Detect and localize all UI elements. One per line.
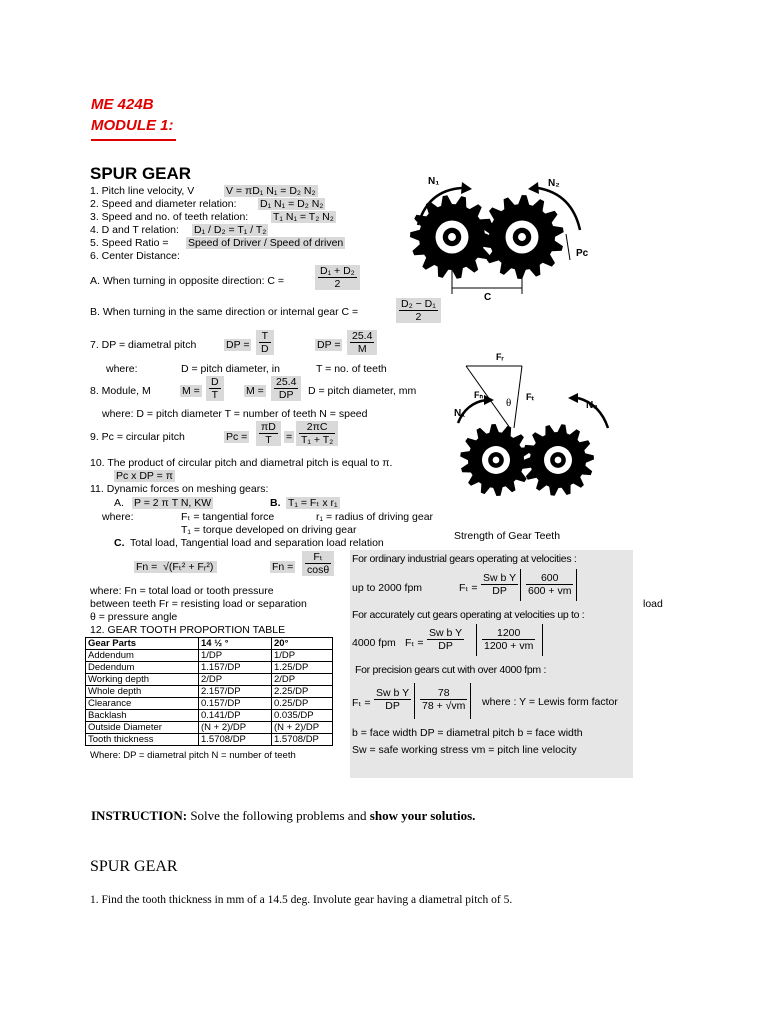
s3-num: Sw b Y [376, 687, 410, 699]
item-9-pc: Pc = [226, 431, 248, 443]
table-cell: 2.157/DP [199, 686, 272, 698]
table-cell: Addendum [86, 650, 199, 662]
strength-s1: For ordinary industrial gears operating at velocities : [352, 553, 577, 565]
table-row [86, 662, 333, 674]
item-7-where-d: D = pitch diameter, in [181, 363, 280, 375]
strength-s1-bracket-frac [523, 572, 576, 597]
ft-line [514, 366, 522, 428]
item-11-where: where: [102, 511, 134, 523]
table-row [86, 650, 333, 662]
diagram2-fn: Fₙ [474, 390, 484, 400]
table-row [86, 674, 333, 686]
fn-2-fraction [302, 551, 334, 576]
table-cell: 2/DP [199, 674, 272, 686]
item-1-label: 1. Pitch line velocity, V [90, 185, 195, 197]
item-b-numerator: D₂ − D₁ [401, 298, 436, 310]
s2-bden: 1200 + vm [484, 640, 534, 652]
item-b-denominator: 2 [415, 311, 422, 323]
item-9-den1: T [265, 434, 272, 446]
table-header-cell: Gear Parts [86, 638, 199, 650]
table-cell: Outside Diameter [86, 722, 199, 734]
strength-s3-frac [371, 687, 414, 712]
s1-bnum: 600 [526, 572, 573, 585]
table-cell: 1/DP [199, 650, 272, 662]
s2-num: Sw b Y [429, 627, 463, 639]
problem-1: 1. Find the tooth thickness in mm of a 14.5 deg. Involute gear having a diametral pitch of 5. [90, 894, 513, 906]
item-4-formula: D₁ / D₂ = T₁ / T₂ [194, 224, 267, 236]
table-cell: 0.035/DP [272, 710, 333, 722]
table-cell: 1/DP [272, 650, 333, 662]
item-8-m2: M = [246, 385, 264, 397]
item-11-ft: Fₜ = tangential force [181, 511, 275, 523]
item-11-r1: r₁ = radius of driving gear [316, 511, 434, 523]
strength-s5: Sw = safe working stress vm = pitch line velocity [352, 744, 577, 756]
diagram2-n1: N₁ [454, 408, 466, 419]
item-7-where: where: [106, 363, 138, 375]
section-title: SPUR GEAR [90, 164, 192, 183]
table-row [86, 710, 333, 722]
item-8-where: where: D = pitch diameter T = number of teeth N = speed [102, 408, 368, 420]
item-3-label: 3. Speed and no. of teeth relation: [90, 211, 249, 223]
gear-bore [518, 233, 526, 241]
table-header-row [86, 638, 333, 650]
item-a-fraction [315, 265, 360, 290]
item-7-fraction-1 [256, 330, 274, 355]
diagram2-ft: Fₜ [526, 392, 535, 402]
item-12: 12. GEAR TOOTH PROPORTION TABLE [90, 624, 286, 636]
fn-2-num: Fₜ [305, 551, 331, 564]
gear-bore [493, 457, 500, 464]
item-9-den2: T₁ + T₂ [301, 434, 334, 446]
s3-bnum: 78 [420, 687, 467, 700]
item-8-den2: DP [278, 389, 294, 401]
item-9-label: 9. Pc = circular pitch [90, 431, 185, 443]
strength-s3: For precision gears cut with over 4000 fpm : [355, 664, 547, 676]
item-7-label: 7. DP = diametral pitch [90, 339, 197, 351]
table-cell: 1.5708/DP [199, 734, 272, 746]
table-cell: 1.25/DP [272, 662, 333, 674]
item-11-b-label: B. [270, 497, 281, 509]
fn-1-lhs: Fn = [136, 561, 158, 573]
strength-s3-bracket-frac [417, 687, 470, 712]
strength-s2-speed: 4000 fpm [352, 637, 396, 649]
item-10: 10. The product of circular pitch and diametral pitch is equal to π. [90, 457, 393, 469]
item-8-m1: M = [182, 385, 200, 397]
gear-2 [480, 195, 563, 279]
diagram1-pc: Pc [576, 248, 589, 259]
item-9-num1: πD [261, 421, 276, 433]
gear-force-diagram [448, 348, 618, 498]
instruction [91, 808, 475, 824]
item-11-c-label: C. [114, 537, 125, 549]
table-cell: 0.157/DP [199, 698, 272, 710]
s2-den: DP [438, 640, 453, 652]
s1-den: DP [492, 585, 507, 597]
fn-1-root: √(Fₜ² + Fᵣ²) [163, 561, 214, 573]
item-8-fraction-1 [206, 376, 224, 401]
item-10-formula: Pc x DP = π [116, 470, 173, 482]
item-8-num2: 25.4 [276, 376, 297, 388]
fn-where-3: θ = pressure angle [90, 611, 178, 623]
module-title: MODULE 1: [91, 117, 174, 134]
item-11-c: Total load, Tangential load and separation load relation [130, 537, 384, 549]
diagram1-n1: N₁ [428, 176, 440, 187]
s3-bden: 78 + √vm [422, 700, 466, 712]
strength-s2: For accurately cut gears operating at velocities up to : [352, 609, 585, 621]
item-2-formula: D₁ N₁ = D₂ N₂ [260, 198, 324, 210]
table-cell: 1.157/DP [199, 662, 272, 674]
item-7-den2: M [357, 343, 367, 355]
table-cell: 2/DP [272, 674, 333, 686]
table-footer: Where: DP = diametral pitch N = number of teeth [90, 750, 296, 761]
item-b-label: B. When turning in the same direction or internal gear C = [90, 306, 359, 318]
pitch-indicator [566, 234, 570, 260]
item-7-num2: 25.4 [352, 330, 373, 342]
item-3-formula: T₁ N₁ = T₂ N₂ [273, 211, 334, 223]
item-9-fraction-1 [256, 421, 281, 446]
strength-s1-speed: up to 2000 fpm [352, 582, 423, 594]
s1-num: Sw b Y [483, 572, 517, 584]
item-9-fraction-2 [296, 421, 338, 446]
table-cell: (N + 2)/DP [272, 722, 333, 734]
table-cell: (N + 2)/DP [199, 722, 272, 734]
item-a-denominator: 2 [334, 278, 341, 290]
strength-load: load [643, 598, 663, 610]
s2-bnum: 1200 [482, 627, 535, 640]
item-11-a-label: A. [114, 497, 124, 509]
strength-s3-ft: Fₜ = [352, 697, 371, 709]
fn-formula-1 [134, 561, 217, 573]
instruction-label: INSTRUCTION: [91, 808, 188, 823]
diagram2-n2: N₂ [586, 400, 598, 411]
section-2-title: SPUR GEAR [90, 858, 178, 875]
table-row [86, 734, 333, 746]
strength-s1-frac [478, 572, 521, 597]
diagram2-theta: θ [506, 397, 512, 409]
strength-s2-frac [424, 627, 467, 652]
gear-diagram-center-distance [400, 170, 600, 305]
strength-s2-bracket-frac [479, 627, 538, 652]
module-underline [91, 139, 176, 141]
force-arrow-head-2 [568, 393, 578, 403]
fn-2-lhs: Fn = [272, 561, 294, 573]
item-1-formula: V = πD₁ N₁ = D₂ N₂ [226, 185, 316, 197]
table-cell: Clearance [86, 698, 199, 710]
strength-s2-ft: Fₜ = [405, 637, 424, 649]
table-cell: 2.25/DP [272, 686, 333, 698]
table-row [86, 698, 333, 710]
item-11-b: T₁ = Fₜ x r₁ [288, 497, 338, 509]
table-cell: Dedendum [86, 662, 199, 674]
fn-where-2: between teeth Fr = resisting load or separation [90, 598, 307, 610]
table-cell: Whole depth [86, 686, 199, 698]
item-2-label: 2. Speed and diameter relation: [90, 198, 237, 210]
strength-title: Strength of Gear Teeth [454, 530, 561, 542]
table-row [86, 686, 333, 698]
strength-s3-where: where : Y = Lewis form factor [482, 696, 618, 708]
item-8-label: 8. Module, M [90, 385, 151, 397]
gear-bore [448, 233, 456, 241]
table-cell: 0.25/DP [272, 698, 333, 710]
table-cell: Working depth [86, 674, 199, 686]
gear-bore [555, 457, 562, 464]
course-code: ME 424B [91, 96, 154, 113]
item-9-num2: 2πC [299, 421, 335, 434]
item-11: 11. Dynamic forces on meshing gears: [90, 483, 269, 495]
s1-bden: 600 + vm [528, 585, 572, 597]
diagram1-n2: N₂ [548, 178, 560, 189]
table-row [86, 722, 333, 734]
force-gear-1 [460, 424, 532, 496]
item-11-t1: T₁ = torque developed on driving gear [181, 524, 357, 536]
item-7-fraction-2 [347, 330, 377, 355]
item-9-eq: = [286, 431, 293, 443]
gear-tooth-table [85, 637, 333, 746]
arrow-head-1 [461, 182, 472, 194]
item-8-d: D = pitch diameter, mm [308, 385, 417, 397]
item-11-a: P = 2 π T N, KW [134, 497, 212, 509]
item-7-num: T [259, 330, 271, 343]
item-a-label: A. When turning in opposite direction: C = [90, 275, 285, 287]
item-7-where-t: T = no. of teeth [316, 363, 387, 375]
item-5-formula: Speed of Driver / Speed of driven [188, 237, 344, 249]
table-cell: 0.141/DP [199, 710, 272, 722]
strength-s4: b = face width DP = diametral pitch b = face width [352, 727, 583, 739]
item-4-label: 4. D and T relation: [90, 224, 179, 236]
item-6-label: 6. Center Distance: [90, 250, 180, 262]
fn-2-den: cosθ [307, 564, 330, 576]
instruction-text: Solve the following problems and [187, 808, 370, 823]
gear-1 [410, 195, 494, 278]
item-7-den: D [261, 343, 269, 355]
strength-s1-ft: Fₜ = [459, 582, 478, 594]
diagram2-fr: Fᵣ [496, 352, 504, 362]
item-5-label: 5. Speed Ratio = [90, 237, 169, 249]
item-7-dp: DP = [226, 339, 250, 351]
table-header-cell: 20° [272, 638, 333, 650]
table-header-cell: 14 ½ ° [199, 638, 272, 650]
diagram1-c: C [484, 292, 492, 303]
fn-where-1: where: Fn = total load or tooth pressure [90, 585, 274, 597]
arrow-head-2 [528, 182, 539, 194]
item-8-fraction-2 [271, 376, 301, 401]
item-a-numerator: D₁ + D₂ [320, 265, 355, 277]
item-7-dp2: DP = [317, 339, 341, 351]
item-8-den1: T [211, 389, 218, 401]
item-8-num1: D [211, 376, 219, 388]
s3-den: DP [385, 700, 400, 712]
table-cell: Tooth thickness [86, 734, 199, 746]
force-gear-2 [522, 424, 594, 496]
instruction-emphasis: show your solutios. [369, 808, 476, 823]
table-cell: Backlash [86, 710, 199, 722]
table-cell: 1.5708/DP [272, 734, 333, 746]
